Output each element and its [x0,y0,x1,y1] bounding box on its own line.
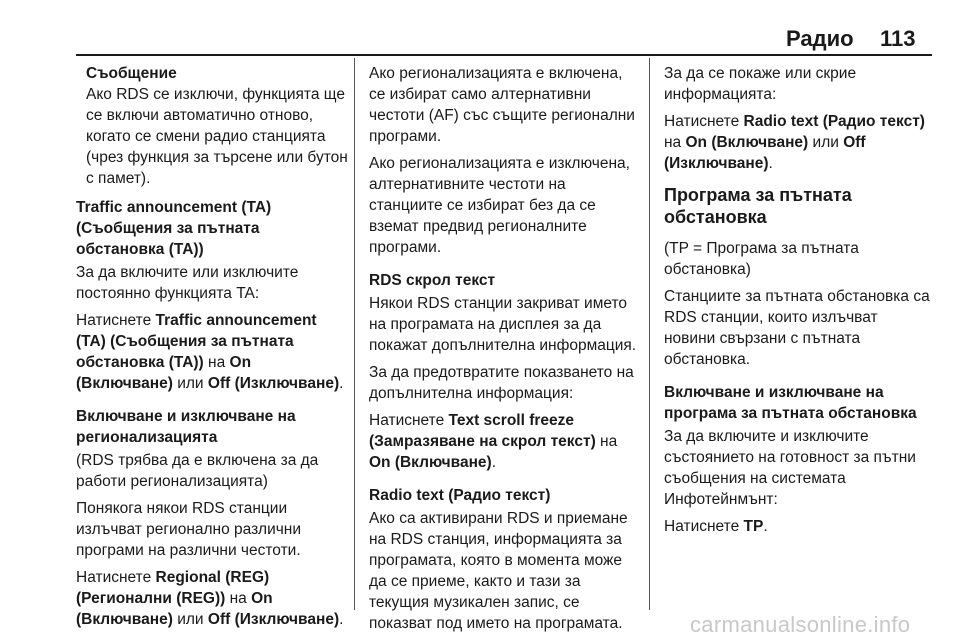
radio-text-heading: Radio text (Радио текст) [369,487,551,504]
on-word: на [208,354,226,371]
column-1 [76,63,348,636]
tp-section-heading: Програма за пътната обстановка [664,185,852,227]
ta-body: За да включите или изключите постоянно функцията TA: [76,264,299,302]
column-3 [664,63,932,543]
show-hide-paragraph: За да се покаже или скрие информацията: [664,65,857,103]
scroll-body-2: За да предотвратите показването на допълнителна информация: [369,364,634,402]
on-label: On (Включване) [369,454,492,471]
page-title: Радио [786,26,854,51]
press-word: Натиснете [664,113,740,130]
tp-definition: (TP = Програма за пътната обстановка) [664,240,859,278]
scroll-menu-item: Text scroll freeze (Замразяване на скрол текст) [369,412,596,450]
reg-on-paragraph: Ако регионализацията е включена, се избират само алтернативни честоти (AF) със същите регионални програми. [369,65,635,145]
column-divider-2 [649,58,650,610]
off-label: Off (Изключване) [207,375,340,392]
press-word: Натиснете [664,518,740,535]
on-label: On (Включване) [685,134,809,151]
notice-title: Съобщение [86,65,177,82]
tp-instruction: Натиснете TP. [664,518,768,535]
scroll-body: Някои RDS станции закриват името на програмата на дисплея за да покажат допълнителна информация. [369,295,637,354]
or-word: или [177,611,204,628]
or-word: или [812,134,839,151]
scroll-instruction: Натиснете Text scroll freeze (Замразяване на скрол текст) на On (Включване). [369,412,618,471]
on-word: на [229,590,247,607]
reg-menu-item: Regional (REG) (Регионални (REG)) [76,569,270,607]
ta-heading: Traffic announcement (TA) (Съобщения за пътната обстановка (TA)) [76,199,272,258]
on-label: On (Включване) [76,354,252,392]
ta-instruction: Натиснете Traffic announcement (TA) (Съобщения за пътната обстановка (TA)) на On (Включване) или Off (Изключване). [76,312,344,392]
press-word: Натиснете [76,569,152,586]
tp-toggle-body: За да включите и изключите състоянието на готовност за пътни съобщения на системата Инфотейнмънт: [664,428,916,508]
on-word: на [600,433,618,450]
scroll-heading: RDS скрол текст [369,272,496,289]
reg-off-paragraph: Ако регионализацията е изключена, алтернативните честоти на станциите се избират без да се вземат предвид регионалните програми. [369,155,630,256]
off-label: Off (Изключване) [664,134,866,172]
press-word: Натиснете [369,412,445,429]
ta-menu-item: Traffic announcement (TA) (Съобщения за пътната обстановка (TA)) [76,312,317,371]
tp-toggle-heading: Включване и изключване на програма за пътната обстановка [664,384,917,422]
press-word: Натиснете [76,312,152,329]
column-2 [369,63,637,640]
off-label: Off (Изключване) [207,611,340,628]
notice-box [76,63,348,189]
on-word: на [664,134,682,151]
column-divider-1 [354,58,355,610]
radio-text-menu-item: Radio text (Радио текст) [743,113,925,130]
regionalization-note: (RDS трябва да е включена за да работи регионализацията) [76,452,319,490]
regionalization-heading: Включване и изключване на регионализацията [76,408,296,446]
page-number: 113 [880,26,916,51]
radio-text-instruction: Натиснете Radio text (Радио текст) на On (Включване) или Off (Изключване). [664,113,925,172]
tp-body: Станциите за пътната обстановка са RDS станции, които излъчват новини свързани с пътната обстановка. [664,288,930,368]
regionalization-body: Понякога някои RDS станции излъчват регионално различни програми на различни честоти. [76,500,302,559]
on-label: On (Включване) [76,590,273,628]
notice-body: Ако RDS се изключи, функцията ще се включи автоматично отново, когато се смени радио станцията (чрез функция за търсене или бутон с памет). [86,86,348,187]
header-divider [76,54,932,56]
regionalization-instruction: Натиснете Regional (REG) (Регионални (REG)) на On (Включване) или Off (Изключване). [76,569,344,628]
tp-button-label: TP [743,518,764,535]
or-word: или [177,375,204,392]
radio-text-body: Ако са активирани RDS и приемане на RDS станция, информацията за програмата, която в момента може да се приеме, както и тази за текущия музикален запис, се показват под името на програмата. [369,510,628,632]
watermark: carmanualsonline.info [690,612,911,637]
